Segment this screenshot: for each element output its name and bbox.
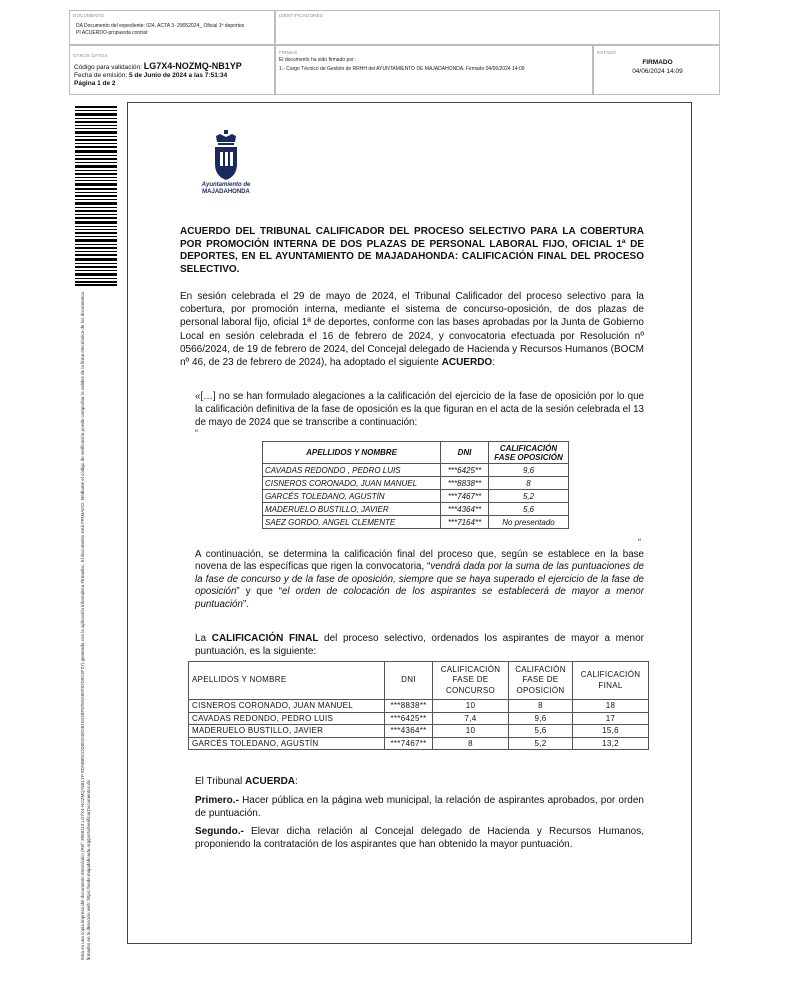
t2-cell: 9,6 <box>509 712 573 725</box>
tribunal-post: : <box>295 776 298 787</box>
table-row <box>263 490 569 503</box>
documento-label: DOCUMENTO <box>73 13 105 18</box>
t1-cell: ***8838** <box>441 477 489 490</box>
barcode <box>75 106 117 286</box>
table-row <box>263 477 569 490</box>
t2-header-name: APELLIDOS Y NOMBRE <box>189 662 385 700</box>
coat-of-arms-icon <box>211 130 241 182</box>
logo-line1: Ayuntamiento de <box>201 182 251 188</box>
primero-bold: Primero.- <box>195 795 239 806</box>
firmas-line2: 1.- Cargo Técnico de Gestión de RRHH del AYUNTAMIENTO DE MAJADAHONDA. Firmado 04/06/2024 14:09 <box>279 66 525 72</box>
t1-header-name: APELLIDOS Y NOMBRE <box>263 442 441 464</box>
continuation-text-3: ”. <box>242 598 249 610</box>
header-identificadores-box <box>275 10 720 45</box>
t1-cell: 9,6 <box>489 464 569 477</box>
documento-text: DA Documento del expediente: 024, ACTA 3- 29052024_ Oficial 1ª deportes PI ACUERDO-propuesta contrat <box>76 23 245 36</box>
t2-cell: MADERUELO BUSTILLO, JAVIER <box>189 725 385 738</box>
tribunal-pre: El Tribunal <box>195 776 246 787</box>
identificadores-label: IDENTIFICADORES <box>279 13 324 18</box>
validation-code: LG7X4-NOZMQ-NB1YP <box>143 61 242 71</box>
table-row <box>189 737 649 750</box>
estado-value: FIRMADO <box>642 59 673 66</box>
otros-datos-label: OTROS DATOS <box>73 53 108 58</box>
open-quote: “ <box>195 428 198 438</box>
table-row <box>189 712 649 725</box>
final-post: del proceso selectivo, ordenados los aspirantes de mayor a menor puntuación, es la siguiente: <box>195 633 644 658</box>
primero-paragraph <box>195 794 644 820</box>
table-row <box>263 464 569 477</box>
segundo-text: Elevar dicha relación al Concejal delegado de Hacienda y Recursos Humanos, proponiendo la contratación de los aspirantes que han obtenido la mayor puntuación. <box>195 826 644 851</box>
t2-cell: ***7467** <box>385 737 433 750</box>
t1-cell: ***7164** <box>441 516 489 529</box>
t1-cell: CAVADAS REDONDO , PEDRO LUIS <box>263 464 441 477</box>
t2-cell: ***6425** <box>385 712 433 725</box>
t2-cell: 5,6 <box>509 725 573 738</box>
header-documento-box <box>69 10 275 45</box>
t2-header-dni: DNI <box>385 662 433 700</box>
estado-date: 04/06/2024 14:09 <box>632 68 683 75</box>
t1-cell: 5,6 <box>489 503 569 516</box>
final-pre: La <box>195 633 212 644</box>
final-score-paragraph <box>195 632 644 658</box>
header-estado-box <box>593 45 720 95</box>
primero-text: Hacer pública en la página web municipal, la relación de aspirantes aprobados, por orden de puntuación. <box>195 795 644 820</box>
page-number: Página 1 de 2 <box>74 80 116 87</box>
tribunal-acuerda <box>195 775 644 788</box>
continuation-paragraph <box>195 549 644 611</box>
t2-cell: ***4364** <box>385 725 433 738</box>
t2-cell: 17 <box>573 712 649 725</box>
t2-cell: CISNEROS CORONADO, JUAN MANUEL <box>189 700 385 713</box>
continuation-text-2: ” y que “ <box>236 586 282 598</box>
header-firmas-box <box>275 45 593 95</box>
intro-paragraph: En sesión celebrada el 29 de mayo de 2024, el Tribunal Calificador del proceso selectivo para la cobertura, por promoción interna, mediante el sistema de concurso-oposición, de dos plazas de personal laboral fijo, oficial 1ª de deportes, conforme con las bases aprobadas por la Junta de Gobierno Local en sesión celebrada el 16 de febrero de 2024, y convocatoria efectuada por Resolución nº 0566/2024, de 19 de febrero de 2024, del Concejal delegado de Hacienda y Recursos Humanos (BOCM nº 46, de 23 de febrero de 2024), ha adoptado el siguiente ACUERDO: <box>180 291 644 369</box>
table-row <box>263 503 569 516</box>
t2-cell: ***8838** <box>385 700 433 713</box>
t2-header-oposicion: CALIFACIÓN FASE DE OPOSICIÓN <box>509 662 573 700</box>
table-row <box>189 725 649 738</box>
t2-header-concurso: CALIFICACIÓN FASE DE CONCURSO <box>433 662 509 700</box>
verification-sidebar-text: Esta es una copia impresa del documento electrónico (Ref: 3068113 LG7X4-NOZMQ-NB1YP 8DAB80CDD0DD4EDB1041BF87E8A65F87D0C5F27) generada con la aplicación informática Firmadoc. El documento está FIRMADO. Mediante el código de verificación puede comprobar la validez de la firma electrónica de los documentos firmados en la dirección web: https://sede.majadahonda.org/portal/verificarDocumentos.do <box>80 291 91 960</box>
t2-cell: 8 <box>509 700 573 713</box>
estado-label: ESTADO <box>597 50 617 55</box>
t1-cell: No presentado <box>489 516 569 529</box>
t2-cell: 10 <box>433 725 509 738</box>
continuation-italic-2: el orden de colocación de los aspirantes se establecerá de mayor a menor puntuación <box>195 586 645 610</box>
logo-line2: MAJADAHONDA <box>202 189 250 195</box>
t2-cell: GARCÉS TOLEDANO, AGUSTÍN <box>189 737 385 750</box>
t2-cell: 18 <box>573 700 649 713</box>
document-title: ACUERDO DEL TRIBUNAL CALIFICADOR DEL PROCESO SELECTIVO PARA LA COBERTURA POR PROMOCIÓN INTERNA DE DOS PLAZAS DE PERSONAL LABORAL FIJO, OFICIAL 1ª DE DEPORTES, EN EL AYUNTAMIENTO DE MAJADAHONDA: CALIFICACIÓN FINAL DEL PROCESO SELECTIVO. <box>180 226 644 275</box>
fecha-value: 5 de Junio de 2024 a las 7:51:34 <box>128 72 228 79</box>
continuation-text-1: A continuación, se determina la calificación final del proceso que, según se establece en la base novena de las específicas que rigen la convocatoria, “ <box>195 549 644 573</box>
t2-header-final: CALIFICACIÓN FINAL <box>573 662 649 700</box>
t2-cell: 7,4 <box>433 712 509 725</box>
intro-bold: ACUERDO <box>441 357 493 369</box>
opposition-score-table <box>262 441 569 529</box>
final-score-table <box>188 661 649 750</box>
t1-cell: SAEZ GORDO, ANGEL CLEMENTE <box>263 516 441 529</box>
table-row <box>189 700 649 713</box>
t1-cell: ***4364** <box>441 503 489 516</box>
quote-text: «[…] no se han formulado alegaciones a la calificación del ejercicio de la fase de oposición por lo que la calificación definitiva de la fase de oposición es la que figuran en el acta de la sesión celebrada el 13 de mayo de 2024 que se transcribe a continuación: <box>195 391 644 428</box>
t2-cell: 5,2 <box>509 737 573 750</box>
table-row <box>263 516 569 529</box>
firmas-label: FIRMAS <box>279 50 298 55</box>
segundo-bold: Segundo.- <box>195 826 244 837</box>
t2-cell: 15,6 <box>573 725 649 738</box>
t1-cell: CISNEROS CORONADO, JUAN MANUEL <box>263 477 441 490</box>
t1-header-dni: DNI <box>441 442 489 464</box>
quote-paragraph <box>195 391 644 429</box>
t1-cell: ***7467** <box>441 490 489 503</box>
t2-cell: 10 <box>433 700 509 713</box>
t1-header-score: CALIFICACIÓN FASE OPOSICIÓN <box>489 442 569 464</box>
t1-cell: ***6425** <box>441 464 489 477</box>
tribunal-bold: ACUERDA <box>245 776 296 787</box>
fecha-label: Fecha de emisión: <box>74 72 128 79</box>
t2-cell: CAVADAS REDONDO, PEDRO LUIS <box>189 712 385 725</box>
t1-cell: 8 <box>489 477 569 490</box>
t2-cell: 8 <box>433 737 509 750</box>
t1-cell: 5,2 <box>489 490 569 503</box>
t1-cell: GARCÉS TOLEDANO, AGUSTÍN <box>263 490 441 503</box>
firmas-line1: El documento ha sido firmado por : <box>279 57 357 63</box>
segundo-paragraph <box>195 825 644 851</box>
header-otros-datos-box <box>69 45 275 95</box>
final-bold: CALIFICACIÓN FINAL <box>211 633 319 644</box>
t1-cell: MADERUELO BUSTILLO, JAVIER <box>263 503 441 516</box>
t2-cell: 13,2 <box>573 737 649 750</box>
codigo-label: Código para validación: <box>74 64 142 71</box>
intro-text: En sesión celebrada el 29 de mayo de 2024, el Tribunal Calificador del proceso selectivo para la cobertura, por promoción interna, mediante el sistema de concurso-oposición, de dos plazas de personal laboral fijo, oficial 1ª de deportes, conforme con las bases aprobadas por la Junta de Gobierno Local en sesión celebrada el 16 de febrero de 2024, y convocatoria efectuada por Resolución nº 0566/2024, de 19 de febrero de 2024, del Concejal delegado de Hacienda y Recursos Humanos (BOCM nº 46, de 23 de febrero de 2024), ha adoptado el siguiente <box>180 291 644 369</box>
continuation-italic-1: vendrá dada por la suma de las puntuaciones de la fase de concurso y de la fase de oposición, siempre que se haya superado el ejercicio de la fase de oposición <box>195 561 645 598</box>
close-quote: “ <box>638 537 641 547</box>
